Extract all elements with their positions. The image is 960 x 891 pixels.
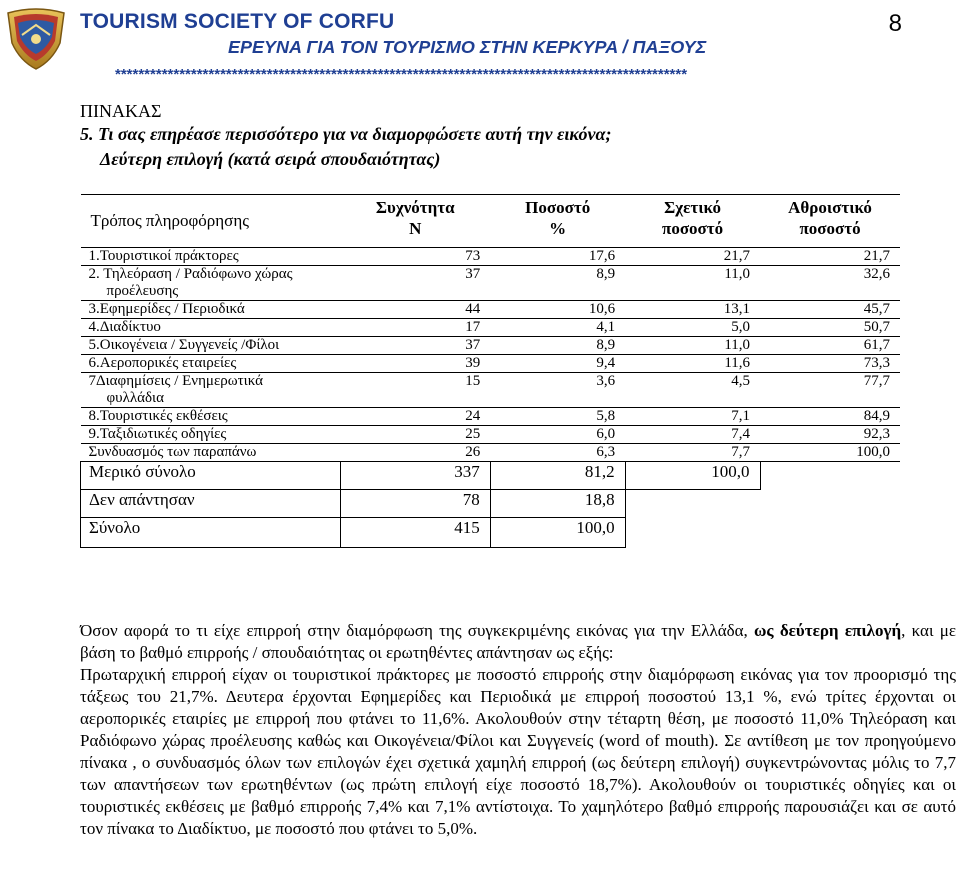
row-label: 1.Τουριστικοί πράκτορες [81, 248, 341, 266]
cell-cumulative: 84,9 [760, 408, 900, 426]
no-answer-row [81, 490, 901, 518]
row-label: Συνδυασμός των παραπάνω [81, 444, 341, 462]
cell-n: 78 [340, 490, 490, 518]
question-title: 5. Τι σας επηρέασε περισσότερο για να διαμορφώσετε αυτή την εικόνα; [80, 124, 612, 144]
cell-cumulative: 77,7 [760, 373, 900, 408]
row-label-continued: προέλευσης [106, 283, 179, 299]
row-label: 4.Διαδίκτυο [81, 319, 341, 337]
cell-cumulative: 50,7 [760, 319, 900, 337]
table-row [81, 373, 901, 408]
header-cumulative: Αθροιστικό ποσοστό [788, 198, 872, 238]
report-subtitle: ΕΡΕΥΝΑ ΓΙΑ ΤΟΝ ΤΟΥΡΙΣΜΟ ΣΤΗΝ ΚΕΡΚΥΡΑ / ΠΑΞΟΥΣ [228, 37, 707, 57]
cell-relative: 7,4 [625, 426, 760, 444]
cell-frequency: 37 [340, 266, 490, 301]
cell-relative: 7,1 [625, 408, 760, 426]
paragraph-intro: Όσον αφορά το τι είχε επιρροή στην διαμόρφωση της συγκεκριμένης εικόνας για την Ελλάδα, ως δεύτερη επιλογή, και με βάση το βαθμό επιρροής / σπουδαιότητας οι ερωτηθέντες απάντησαν ως εξής: [80, 621, 957, 662]
header-source: Τρόπος πληροφόρησης [90, 211, 249, 230]
cell-percent: 9,4 [490, 355, 625, 373]
row-label: Σύνολο [81, 518, 341, 548]
table-row [81, 248, 901, 266]
cell-frequency: 26 [340, 444, 490, 462]
table-header-row [81, 195, 901, 248]
cell-percent: 3,6 [490, 373, 625, 408]
cell-relative: 11,6 [625, 355, 760, 373]
row-label-continued: φυλλάδια [106, 390, 164, 406]
cell-frequency: 44 [340, 301, 490, 319]
cell-cumulative: 21,7 [760, 248, 900, 266]
cell-percent: 10,6 [490, 301, 625, 319]
question-subtitle: Δεύτερη επιλογή (κατά σειρά σπουδαιότητας) [100, 149, 441, 169]
header-percent: Ποσοστό % [525, 198, 591, 238]
cell-percent: 6,3 [490, 444, 625, 462]
row-label: Μερικό σύνολο [81, 462, 341, 490]
header-frequency: Συχνότητα Ν [375, 198, 455, 238]
cell-pct: 100,0 [490, 518, 625, 548]
cell-cumulative: 45,7 [760, 301, 900, 319]
row-label: 8.Τουριστικές εκθέσεις [81, 408, 341, 426]
cell-frequency: 24 [340, 408, 490, 426]
cell-cumulative: 73,3 [760, 355, 900, 373]
cell-cumulative: 92,3 [760, 426, 900, 444]
cell-frequency: 17 [340, 319, 490, 337]
table-row [81, 355, 901, 373]
analysis-text [80, 620, 956, 840]
row-label: 5.Οικογένεια / Συγγενείς /Φίλοι [81, 337, 341, 355]
table-row [81, 444, 901, 462]
row-label: 9.Ταξιδιωτικές οδηγίες [81, 426, 341, 444]
cell-percent: 8,9 [490, 266, 625, 301]
cell-relative: 7,7 [625, 444, 760, 462]
empty-cell [625, 518, 760, 548]
paragraph-analysis: Πρωταρχική επιρροή είχαν οι τουριστικοί πράκτορες με ποσοστό επιρροής στην διαμόρφωση εικόνας για τον προορισμό της τάξεως του 21,7%. Δευτερα έρχονται Εφημερίδες και Περιοδικά με επιρροή ποσοστού 13,1 %, ενώ τρίτες έρχονται οι αεροπορικές εταιρίες με επιρροή που φτάνει το 11,6%. Ακολουθούν στην τέταρτη θέση, με ποσοστό 11,0% Τηλεόραση και Ραδιόφωνο χώρας προέλευσης καθώς και Οικογένεια/Φίλοι και Συγγενείς (word of mouth). Σε αντίθεση με τον προηγούμενο πίνακα , ο συνδυασμός όλων των επιλογών έχει σχετικά χαμηλή επιρροή (ως δεύτερη επιλογή) συγκεντρώνοντας μόλις το 7,7 των απαντήσεων των ερωτηθέντων (ως πρώτη επιλογή είχε ποσοστό 18,7%). Ακολουθούν οι τουριστικές οδηγίες και οι τουριστικές εκθέσεις με βαθμό επιρροής 7,4% και 7,1% αντίστοιχα. Το χαμηλότερο βαθμό επιρροής παρουσιάζει και σε αυτό τον πίνακα το Διαδίκτυο, με ποσοστό που φτάνει το 5,0%. [80, 665, 956, 838]
row-label: 2. Τηλεόραση / Ραδιόφωνο χώρας προέλευσης [81, 266, 341, 301]
subtotal-row [81, 462, 901, 490]
society-logo [2, 3, 70, 71]
section-heading: ΠΙΝΑΚΑΣ [80, 101, 162, 121]
table-row [81, 408, 901, 426]
cell-relative: 11,0 [625, 337, 760, 355]
cell-relative: 13,1 [625, 301, 760, 319]
table-row [81, 426, 901, 444]
cell-percent: 4,1 [490, 319, 625, 337]
cell-cumulative: 61,7 [760, 337, 900, 355]
row-label: 3.Εφημερίδες / Περιοδικά [81, 301, 341, 319]
table-row [81, 266, 901, 301]
cell-percent: 6,0 [490, 426, 625, 444]
frequency-table [80, 194, 900, 548]
cell-cumulative: 100,0 [760, 444, 900, 462]
row-label: 7Διαφημίσεις / Ενημερωτικά φυλλάδια [81, 373, 341, 408]
row-label: 6.Αεροπορικές εταιρείες [81, 355, 341, 373]
cell-relative: 21,7 [625, 248, 760, 266]
cell-frequency: 25 [340, 426, 490, 444]
empty-cell [760, 490, 900, 518]
cell-percent: 17,6 [490, 248, 625, 266]
cell-frequency: 37 [340, 337, 490, 355]
cell-relative: 4,5 [625, 373, 760, 408]
empty-cell [625, 490, 760, 518]
cell-n: 415 [340, 518, 490, 548]
cell-rel: 100,0 [625, 462, 760, 490]
cell-percent: 8,9 [490, 337, 625, 355]
cell-pct: 18,8 [490, 490, 625, 518]
cell-frequency: 39 [340, 355, 490, 373]
cell-frequency: 15 [340, 373, 490, 408]
table-row [81, 301, 901, 319]
cell-n: 337 [340, 462, 490, 490]
header-relative: Σχετικό ποσοστό [662, 198, 724, 238]
empty-cell [760, 518, 900, 548]
table-row [81, 337, 901, 355]
cell-cumulative: 32,6 [760, 266, 900, 301]
table-row [81, 319, 901, 337]
row-label: Δεν απάντησαν [81, 490, 341, 518]
page-number: 8 [888, 10, 902, 37]
total-row [81, 518, 901, 548]
organization-name: TOURISM SOCIETY OF CORFU [80, 10, 395, 33]
cell-percent: 5,8 [490, 408, 625, 426]
separator-stars: ************************************************************************************************** [115, 66, 688, 83]
cell-frequency: 73 [340, 248, 490, 266]
cell-pct: 81,2 [490, 462, 625, 490]
cell-relative: 11,0 [625, 266, 760, 301]
cell-relative: 5,0 [625, 319, 760, 337]
empty-cell [760, 462, 900, 490]
